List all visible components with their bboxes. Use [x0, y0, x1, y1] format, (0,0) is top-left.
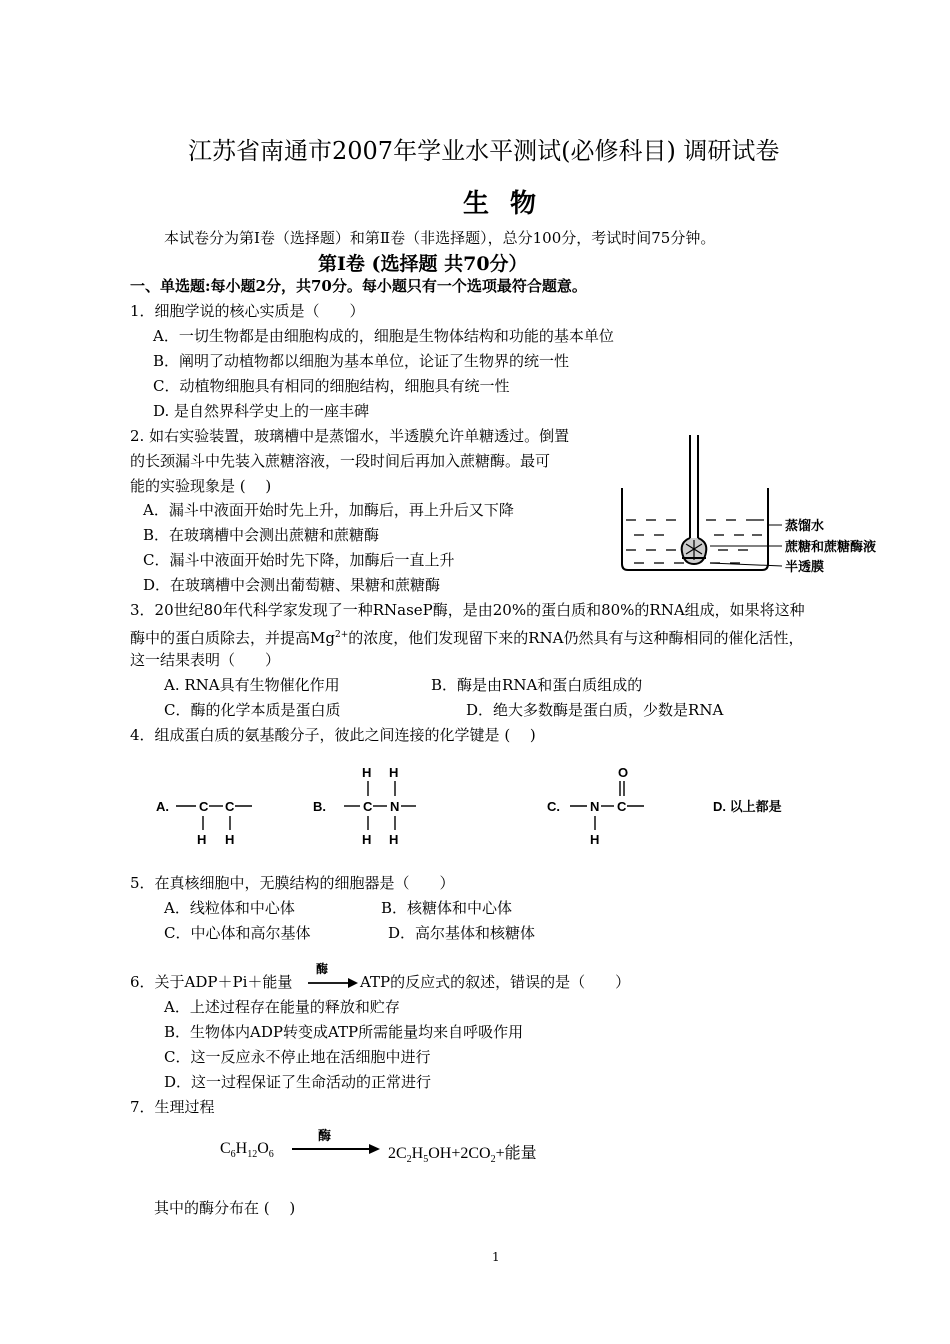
- atom-h: H: [197, 832, 207, 847]
- question-stem: 5．在真核细胞中，无膜结构的细胞器是（ ）: [130, 874, 455, 892]
- mg-charge: 2+: [334, 630, 349, 640]
- question-stem-line-1: 2. 如右实验装置，玻璃槽中是蒸馏水，半透膜允许单糖透过。倒置: [130, 427, 570, 445]
- exam-title: 江苏省南通市2007年学业水平测试(必修科目) 调研试卷: [188, 137, 780, 165]
- enzyme-label: 酶: [316, 962, 329, 976]
- option-a: A．上述过程存在能量的释放和贮存: [164, 998, 400, 1016]
- option-c: C．漏斗中液面开始时先下降，加酶后一直上升: [143, 551, 455, 569]
- product-formula: $2C_2H_5OH+2CO_2+$能量: [388, 1145, 537, 1166]
- label-sucrose-solution: 蔗糖和蔗糖酶液: [785, 539, 877, 554]
- atom-o: O: [618, 765, 629, 780]
- question-stem-pre: 6．关于ADP＋Pi＋能量: [130, 973, 293, 991]
- question-stem: 7．生理过程: [130, 1098, 215, 1116]
- option-a: A. RNA具有生物催化作用: [164, 676, 340, 694]
- question-stem-line-3: 这一结果表明（ ）: [130, 651, 281, 669]
- glucose-formula: $C_6H_{12}O_6$: [220, 1140, 274, 1161]
- question-stem: 4．组成蛋白质的氨基酸分子，彼此之间连接的化学键是 ( ): [130, 726, 536, 744]
- option-b: B．在玻璃槽中会测出蔗糖和蔗糖酶: [143, 526, 380, 544]
- option-d: D．这一过程保证了生命活动的正常进行: [164, 1073, 432, 1091]
- stem-text: 的浓度，他们发现留下来的RNA仍然具有与这种酶相同的催化活性，: [348, 629, 804, 647]
- option-c: C．这一反应永不停止地在活细胞中进行: [164, 1048, 431, 1066]
- option-a: A．线粒体和中心体: [164, 899, 295, 917]
- question-stem-line-2: 的长颈漏斗中先装入蔗糖溶液，一段时间后再加入蔗糖酶。最可: [130, 452, 551, 470]
- option-c: C．酶的化学本质是蛋白质: [164, 701, 341, 719]
- atom-h: H: [362, 832, 372, 847]
- option-b: B．生物体内ADP转变成ATP所需能量均来自呼吸作用: [164, 1023, 524, 1041]
- option-a-label: A.: [156, 799, 169, 814]
- option-b-label: B.: [313, 799, 326, 814]
- option-c: C．动植物细胞具有相同的细胞结构，细胞具有统一性: [153, 377, 510, 395]
- option-d: D．高尔基体和核糖体: [388, 924, 536, 942]
- exam-intro: 本试卷分为第Ⅰ卷（选择题）和第Ⅱ卷（非选择题），总分100分，考试时间75分钟。: [164, 229, 716, 247]
- atom-n: N: [590, 799, 600, 814]
- option-b: B．核糖体和中心体: [381, 899, 513, 917]
- question-followup: 其中的酶分布在 ( ): [154, 1199, 296, 1217]
- enzyme-label: 酶: [318, 1128, 332, 1143]
- question-stem-line-1: 3．20世纪80年代科学家发现了一种RNaseP酶，是由20%的蛋白质和80%的RNA组成，如果将这种: [130, 601, 805, 619]
- label-distilled-water: 蒸馏水: [785, 518, 825, 533]
- option-a: A．漏斗中液面开始时先上升，加酶后，再上升后又下降: [143, 501, 514, 519]
- atom-c: C: [363, 799, 373, 814]
- atom-c: C: [199, 799, 209, 814]
- volume-heading: 第Ⅰ卷 (选择题 共70分）: [318, 253, 528, 275]
- enzyme-arrow: [290, 1124, 382, 1158]
- atom-n: N: [390, 799, 400, 814]
- option-d-label: D. 以上都是: [713, 799, 782, 814]
- option-d: D. 是自然界科学史上的一座丰碑: [153, 402, 370, 420]
- atom-h: H: [590, 832, 600, 847]
- stem-text: 酶中的蛋白质除去，并提高Mg: [130, 629, 335, 647]
- option-c-label: C.: [547, 799, 560, 814]
- atom-c: C: [617, 799, 627, 814]
- question-stem-line-2: [130, 625, 804, 648]
- question-stem: 1．细胞学说的核心实质是（ ）: [130, 302, 365, 320]
- atom-h: H: [389, 832, 399, 847]
- question-stem-post: ATP的反应式的叙述，错误的是（ ）: [360, 973, 631, 991]
- option-c: C．中心体和高尔基体: [164, 924, 311, 942]
- enzyme-arrow: [306, 958, 360, 992]
- question-stem-line-3: 能的实验现象是 ( ): [130, 477, 272, 495]
- page-number: 1: [492, 1250, 500, 1264]
- atom-h: H: [225, 832, 235, 847]
- subject-title: 生 物: [463, 189, 543, 219]
- osmosis-apparatus-figure: [610, 430, 900, 585]
- atom-h: H: [362, 765, 372, 780]
- chemical-bond-options-figure: [150, 760, 820, 855]
- option-b: B．阐明了动植物都以细胞为基本单位，论证了生物界的统一性: [153, 352, 570, 370]
- atom-c: C: [225, 799, 235, 814]
- section-heading: 一、单选题:每小题2分，共70分。每小题只有一个选项最符合题意。: [130, 277, 587, 295]
- option-b: B．酶是由RNA和蛋白质组成的: [431, 676, 643, 694]
- option-d: D．在玻璃槽中会测出葡萄糖、果糖和蔗糖酶: [143, 576, 441, 594]
- option-d: D．绝大多数酶是蛋白质，少数是RNA: [466, 701, 724, 719]
- atom-h: H: [389, 765, 399, 780]
- label-semipermeable-membrane: 半透膜: [785, 559, 825, 574]
- option-a: A．一切生物都是由细胞构成的，细胞是生物体结构和功能的基本单位: [153, 327, 614, 345]
